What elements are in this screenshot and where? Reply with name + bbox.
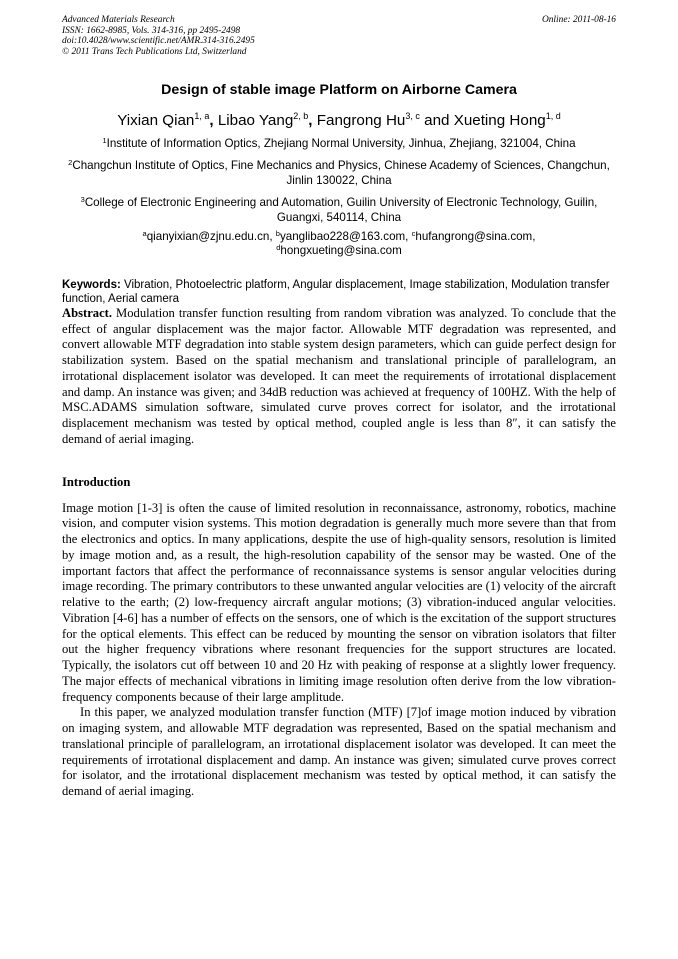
keywords [62,279,616,306]
affiliation [62,158,616,189]
paper-title: Design of stable image Platform on Airborne Camera [161,82,517,98]
author-name: Yixian Qian [117,112,195,129]
author-separator: , [308,112,317,129]
affiliation [62,195,616,226]
affiliation-number: 3 [80,194,85,204]
introduction-paragraph: Image motion [1-3] is often the cause of limited resolution in reconnaissance, astronomy, robotics, machine vision, and computer vision systems. This motion degradation is generally much more severe than that from the electronics and optics. In many applications, despite the use of high-quality sensors, resolution is limited by image motion and, as a result, the high-resolution capability of the sensor may be wasted. One of the important factors that affect the performance of reconnaissance systems is sensor angular velocities during image recording. The primary contributors to these unwanted angular velocities are (1) velocity of the aircraft relative to the earth; (2) low-frequency aircraft angular motions; (3) vibration-induced angular velocities. Vibration [4-6] has a number of effects on the sensors, one of which is the excitation of the support structures for the optical elements. This effect can be reduced by mounting the sensor on vibration isolators that filter out the higher frequency vibrations where resonant frequencies for the support structures are located. Typically, the isolators cut off between 10 and 20 Hz with peaking of response at a slightly lower frequency. The major effects of mechanical vibrations in limiting image resolution often derive from the low vibration-frequency components because of their large amplitude. [62,500,616,704]
author-sup: 2, b [293,111,309,121]
author-name: Libao Yang [217,112,294,129]
affiliation-text: Institute of Information Optics, Zhejiang Normal University, Jinhua, Zhejiang, 321004, China [106,137,576,150]
online-date: Online: 2011-08-16 [541,15,616,25]
email-sup: b [275,228,280,238]
author-sup: 1, a [194,111,210,121]
affiliation-text: Changchun Institute of Optics, Fine Mechanics and Physics, Chinese Academy of Sciences, Changchun, Jinlin 130022, China [72,158,610,188]
email-address: hufangrong@sina.com, [415,229,536,243]
keywords-text: Vibration, Photoelectric platform, Angular displacement, Image stabilization, Modulation transfer function, Aerial camera [62,279,610,305]
abstract-text: Modulation transfer function resulting from random vibration was analyzed. To conclude that the effect of angular displacement was the major factor. Allowable MTF degradation was represented, and convert allowable MTF degradation into stable system design parameters, which can guide perfect design for stabilization system. Based on the spatial mechanism and translational principle of parallelogram, an irrotational displacement isolator was developed. It can meet the requirements of irrotational displacement and damp. An instance was given; and 34dB reduction was achieved at frequency of 100HZ. With the help of MSC.ADAMS simulation software, simulated curve proves correct for isolator, and the irrotational displacement mechanism was tested by optical method, coupled angle is less than 8″, it can satisfy the demand of aerial imaging. [62,305,616,446]
abstract [62,306,616,448]
author-sup: 1, d [545,111,561,121]
affiliation-text: College of Electronic Engineering and Automation, Guilin University of Electronic Technology, Guilin, Guangxi, 540114, China [84,195,598,225]
affiliation-number: 1 [102,136,107,145]
email-list [62,230,616,257]
keywords-label: Keywords: [62,279,121,292]
email-address: qianyixian@zjnu.edu.cn, [146,229,276,243]
journal-name: Advanced Materials Research [62,15,175,25]
email-sup: a [142,228,147,238]
abstract-label: Abstract. [62,305,113,320]
introduction-paragraph: In this paper, we analyzed modulation transfer function (MTF) [7]of image motion induced by vibration on imaging system, and allowable MTF degradation was represented, Based on the spatial mechanism and translational principle of parallelogram, an irrotational displacement isolator was developed. It can meet the requirements of irrotational displacement and damp. An instance was given; simulated curve proves correct for isolator, and the irrotational displacement mechanism was tested by optical method, it can satisfy the demand of aerial imaging. [62,705,616,799]
copyright-line: © 2011 Trans Tech Publications Ltd, Switzerland [62,46,247,57]
doi-line: doi:10.4028/www.scientific.net/AMR.314-316.2495 [62,36,255,47]
author-name: Xueting Hong [453,112,546,129]
author-name: Fangrong Hu [316,112,406,129]
section-heading-introduction: Introduction [62,474,131,489]
author-separator: and [419,112,454,129]
email-sup: c [411,228,416,238]
issn-line: ISSN: 1662-8985, Vols. 314-316, pp 2495-2498 [62,25,241,36]
author-separator: , [209,112,218,129]
author-sup: 3, c [405,111,420,121]
journal-header [62,15,616,65]
affiliation [62,136,616,152]
author-list [62,112,616,130]
paper-page [62,15,616,800]
affiliation-number: 2 [68,157,73,167]
email-address: hongxueting@sina.com [280,243,402,257]
email-address: yanglibao228@163.com, [279,229,412,243]
email-sup: d [276,242,281,252]
